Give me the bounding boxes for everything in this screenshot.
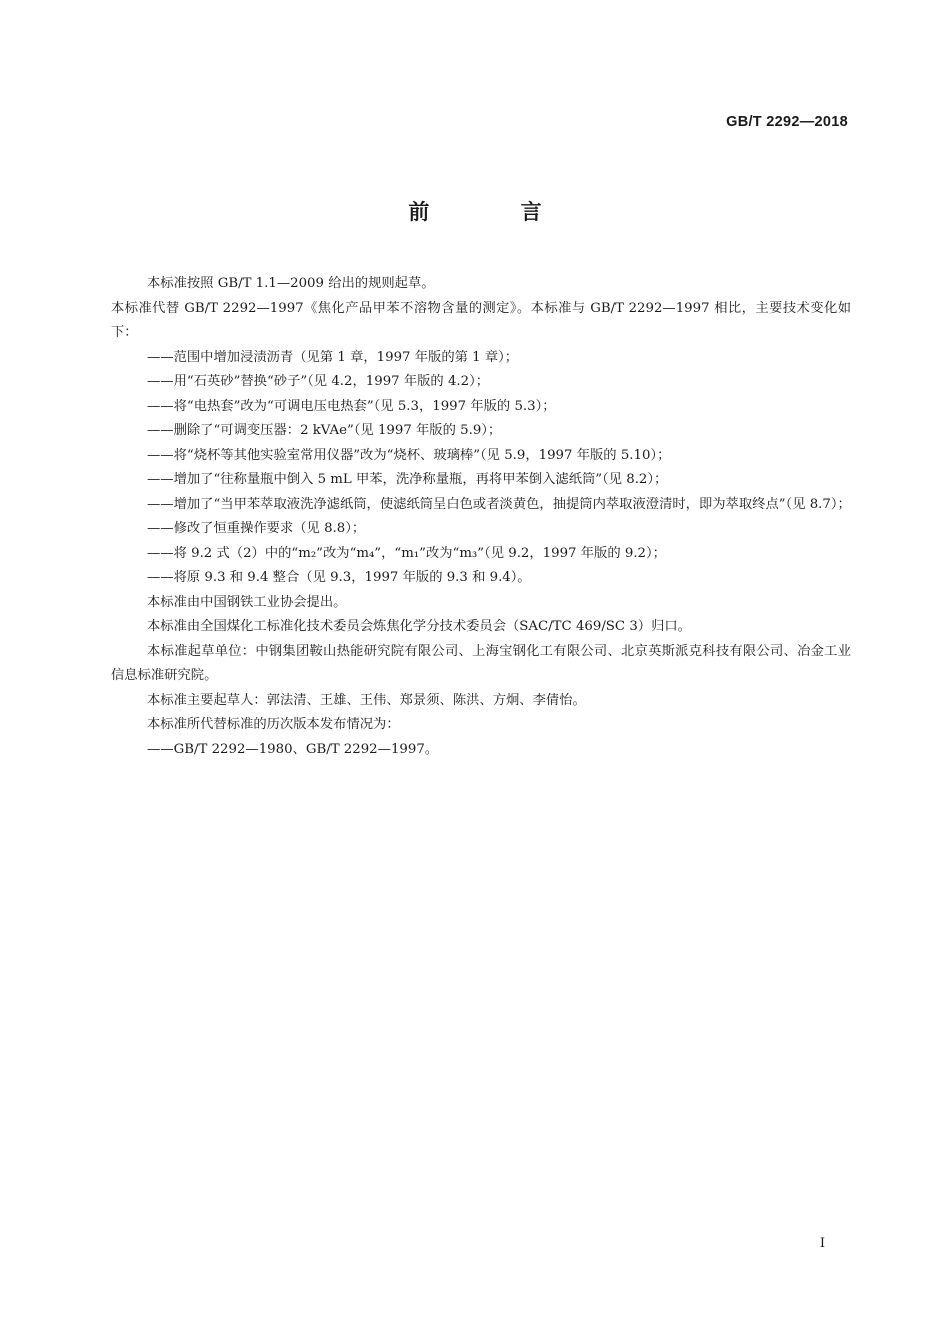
page-number: I [819, 1236, 825, 1251]
change-item: ——用“石英砂”替换“砂子”（见 4.2，1997 年版的 4.2）； [147, 374, 490, 389]
change-item: ——修改了恒重操作要求（见 8.8）； [147, 521, 366, 536]
document-body [111, 272, 851, 762]
standard-code: GB/T 2292—2018 [726, 114, 848, 130]
change-item: ——增加了“当甲苯萃取液洗净滤纸筒，使滤纸筒呈白色或者淡黄色，抽提筒内萃取液澄清时，即为萃取终点”（见 8.7）； [147, 496, 851, 512]
change-item: ——将“烧杯等其他实验室常用仪器”改为“烧杯、玻璃棒”（见 5.9，1997 年版的 5.10）； [147, 447, 671, 463]
page-title: 前 言 [408, 200, 584, 224]
paragraph-replacement: 本标准代替 GB/T 2292—1997《焦化产品甲苯不溶物含量的测定》。本标准与 GB/T 2292—1997 相比，主要技术变化如下： [111, 300, 851, 340]
paragraph-committee: 本标准由全国煤化工标准化技术委员会炼焦化学分技术委员会（SAC/TC 469/SC 3）归口。 [147, 619, 691, 634]
change-item: ——将“电热套”改为“可调电压电热套”（见 5.3，1997 年版的 5.3）； [147, 398, 556, 414]
paragraph-history-list: ——GB/T 2292—1980、GB/T 2292—1997。 [147, 741, 439, 757]
change-item: ——删除了“可调变压器：2 kVAe”（见 1997 年版的 5.9）； [147, 423, 502, 438]
change-item: ——将原 9.3 和 9.4 整合（见 9.3，1997 年版的 9.3 和 9.4）。 [147, 570, 531, 585]
change-item: ——增加了“往称量瓶中倒入 5 mL 甲苯，洗净称量瓶，再将甲苯倒入滤纸筒”（见 8.2）； [147, 472, 668, 487]
paragraph-drafting-rules: 本标准按照 GB/T 1.1—2009 给出的规则起草。 [147, 276, 435, 291]
paragraph-proposer: 本标准由中国钢铁工业协会提出。 [147, 594, 347, 610]
change-item: ——范围中增加浸渍沥青（见第 1 章，1997 年版的第 1 章）； [147, 349, 519, 365]
paragraph-history-intro: 本标准所代替标准的历次版本发布情况为： [147, 717, 400, 732]
paragraph-drafters: 本标准主要起草人：郭法清、王雄、王伟、郑景须、陈洪、方炯、李倩怡。 [147, 692, 586, 708]
change-item: ——将 9.2 式（2）中的“m₂”改为“m₄”，“m₁”改为“m₃”（见 9.2，1997 年版的 9.2）； [147, 545, 666, 561]
paragraph-drafting-units: 本标准起草单位：中钢集团鞍山热能研究院有限公司、上海宝钢化工有限公司、北京英斯派克科技有限公司、冶金工业信息标准研究院。 [111, 643, 851, 683]
